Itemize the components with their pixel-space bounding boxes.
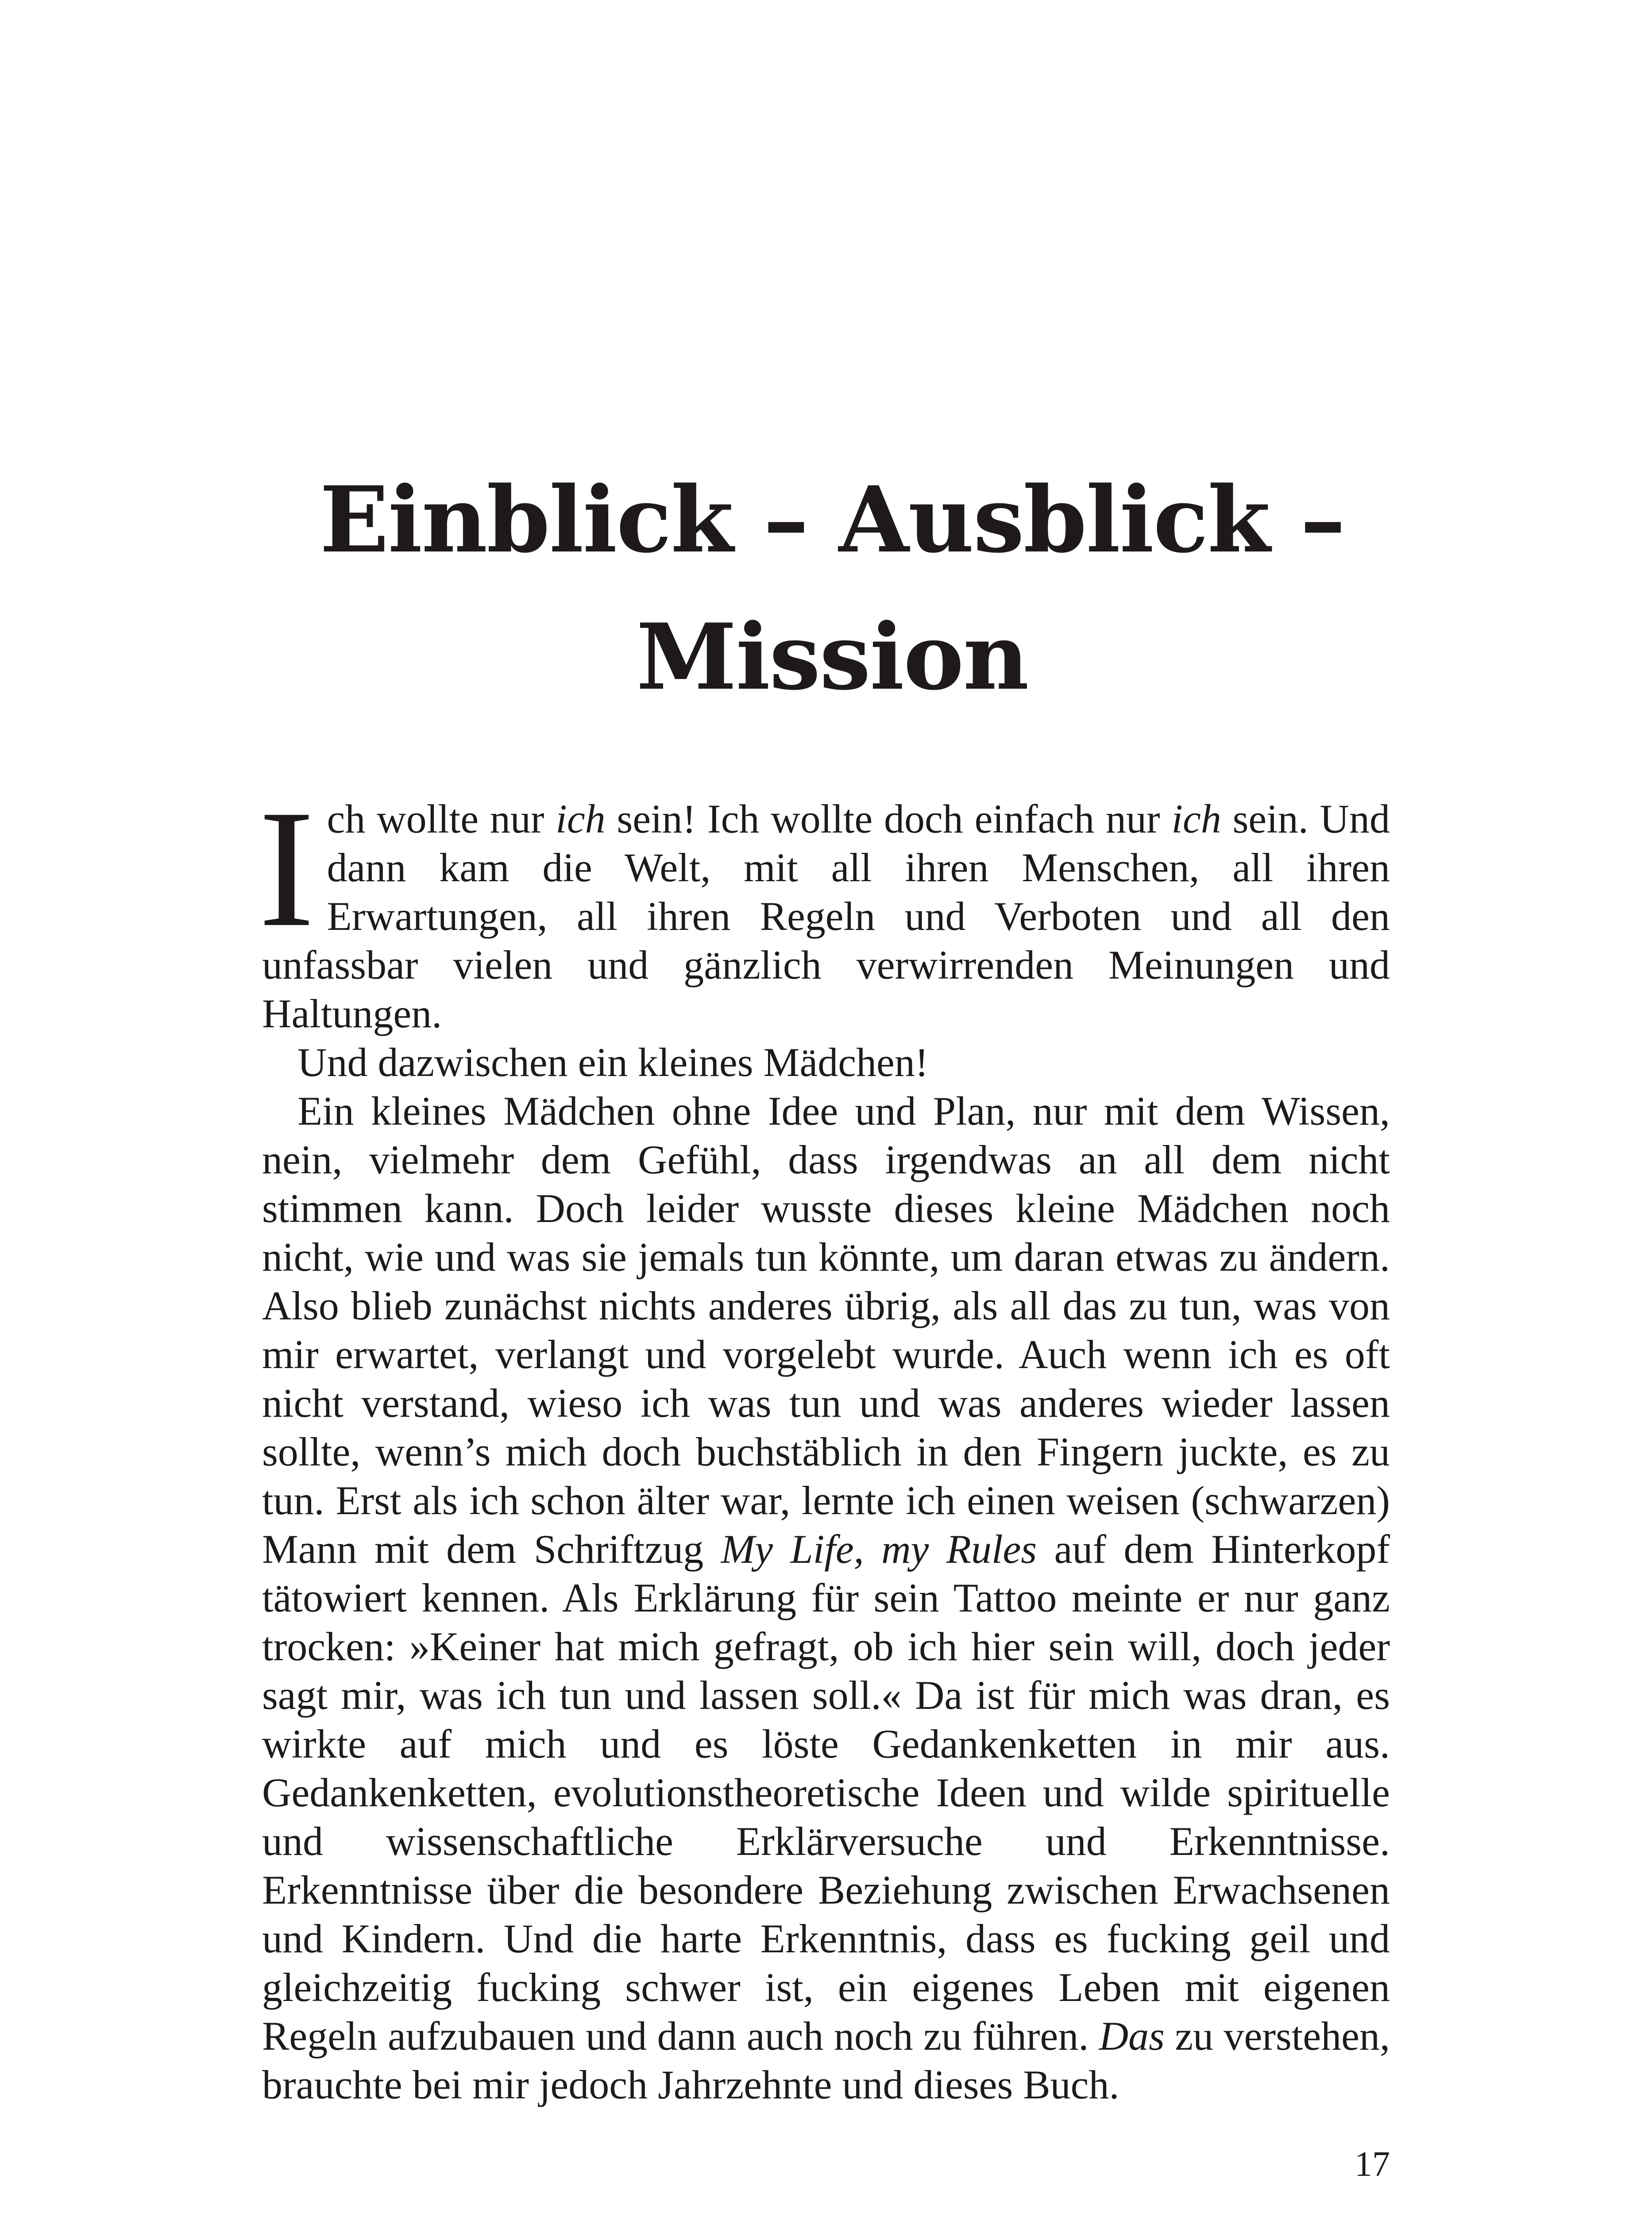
- paragraph-3: [262, 1087, 1390, 2109]
- chapter-title-line-1: Einblick – Ausblick –: [320, 467, 1345, 573]
- page-number: 17: [1355, 2145, 1390, 2184]
- paragraph-3-emphasis-2: Das: [1099, 2013, 1165, 2059]
- paragraph-1-text-a: ch wollte nur: [327, 796, 556, 841]
- paragraph-1-text-e: sein. Und dann kam die Welt, mit all ihren Menschen, all ihren Erwartungen, all ihren Regeln und Verboten und all den unfassbar vielen und gänzlich verwirrenden Meinungen und Haltungen.: [262, 796, 1390, 1036]
- paragraph-1-emphasis-2: ich: [1171, 796, 1221, 841]
- paragraph-3-text-e: zu verstehen, brauchte bei mir jedoch Jahrzehnte und dieses Buch.: [262, 2013, 1390, 2107]
- paragraph-1: [259, 775, 1390, 1038]
- paragraph-3-text-c: auf dem Hinterkopf tätowiert kennen. Als Erklärung für sein Tattoo meinte er nur ganz trocken: »Keiner hat mich gefragt, ob ich hier sein will, doch jeder sagt mir, was ich tun und lassen soll.« Da ist für mich was dran, es wirkte auf mich und es löste Gedankenketten in mir aus. Gedankenketten, evolutionstheoretische Ideen und wilde spirituelle und wissenschaftliche Erklärversuche und Erkenntnisse. Erkenntnisse über die besondere Beziehung zwischen Erwachsenen und Kindern. Und die harte Erkenntnis, dass es fucking geil und gleichzeitig fucking schwer ist, ein eigenes Leben mit eigenen Regeln aufzubauen und dann auch noch zu führen.: [262, 1527, 1390, 2059]
- chapter-title: [248, 451, 1417, 726]
- body-text: [259, 775, 1390, 2109]
- paragraph-1-text-c: sein! Ich wollte doch einfach nur: [605, 796, 1172, 841]
- chapter-title-line-2: Mission: [636, 604, 1028, 710]
- paragraph-3-emphasis-1: My Life, my Rules: [721, 1527, 1037, 1572]
- drop-cap: I: [259, 775, 315, 962]
- paragraph-1-emphasis-1: ich: [556, 796, 606, 841]
- paragraph-3-text-a: Ein kleines Mädchen ohne Idee und Plan, nur mit dem Wissen, nein, vielmehr dem Gefühl, dass irgendwas an all dem nicht stimmen kann. Doch leider wusste dieses kleine Mädchen noch nicht, wie und was sie jemals tun könnte, um daran etwas zu ändern. Also blieb zunächst nichts anderes übrig, als all das zu tun, was von mir erwartet, verlangt und vorgelebt wurde. Auch wenn ich es oft nicht verstand, wieso ich was tun und was anderes wieder lassen sollte, wenn’s mich doch buchstäblich in den Fingern juckte, es zu tun. Erst als ich schon älter war, lernte ich einen weisen (schwarzen) Mann mit dem Schriftzug: [262, 1088, 1390, 1572]
- paragraph-2: Und dazwischen ein kleines Mädchen!: [297, 1040, 929, 1085]
